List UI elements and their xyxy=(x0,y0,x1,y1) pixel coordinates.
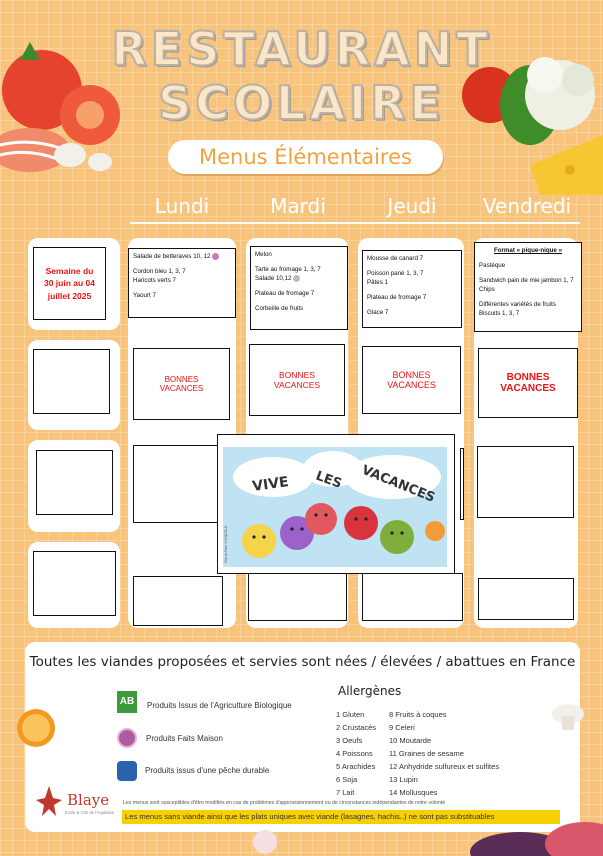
garlic-illustration xyxy=(250,826,280,856)
menu-item: Biscuits 1, 3, 7 xyxy=(479,309,520,317)
allergene-item: 9 Celeri xyxy=(389,723,415,732)
menu-item: Salade de betteraves 10, 12 xyxy=(133,253,231,262)
vacances-vendredi: BONNES VACANCES xyxy=(478,348,578,418)
allergene-item: 13 Lupin xyxy=(389,775,418,784)
footer-title: Toutes les viandes proposées et servies sont nées / élevées / abattues en France xyxy=(29,654,576,670)
title-line-2: SCOLAIRE xyxy=(158,76,445,130)
allergene-item: 5 Arachides xyxy=(336,762,376,771)
allergene-item: 2 Crustacés xyxy=(336,723,377,732)
menu-mardi xyxy=(250,246,348,330)
menu-item: Sandwich pain de mie jambon 1, 7 xyxy=(479,276,574,284)
empty-box xyxy=(478,578,574,620)
allergene-item: 3 Oeufs xyxy=(336,736,363,745)
vacances-lundi: BONNES VACANCES xyxy=(133,348,230,420)
mushroom-illustration xyxy=(548,702,588,732)
vacances-jeudi: BONNES VACANCES xyxy=(362,346,461,414)
label-peche: Produits issus d'une pêche durable xyxy=(145,766,270,775)
allergene-item: 7 Lait xyxy=(336,788,355,797)
empty-box xyxy=(133,445,223,523)
sustainable-fishing-icon xyxy=(117,761,137,781)
menu-item: Yaourt 7 xyxy=(133,292,156,300)
allergene-item: 1 Gluten xyxy=(336,710,365,719)
row-label-box xyxy=(33,551,116,616)
week-label xyxy=(33,247,106,320)
menu-vendredi xyxy=(474,242,582,332)
empty-box xyxy=(248,573,347,621)
menu-format-title: Format « pique-nique » xyxy=(493,247,563,254)
subtitle-pill: Menus Élémentaires xyxy=(168,140,443,174)
week-label-line: 30 juin au 04 xyxy=(43,278,96,289)
empty-box xyxy=(460,448,464,520)
empty-box xyxy=(362,573,463,621)
menu-item: Corbeille de fruits xyxy=(255,305,304,313)
menu-item: Salade 10,12 xyxy=(255,275,343,284)
homemade-icon xyxy=(212,253,219,260)
organic-label-icon: AB xyxy=(117,691,137,713)
allergene-item: 10 Moutarde xyxy=(389,736,432,745)
vacances-mardi: BONNES VACANCES xyxy=(249,344,345,416)
image-credit: Marie-Paul D'ANGELO xyxy=(224,525,228,563)
les-text: LES xyxy=(313,468,344,492)
empty-box xyxy=(133,576,223,626)
menu-item: Haricots verts 7 xyxy=(133,277,176,285)
orange-illustration xyxy=(16,702,56,750)
homemade-label-icon xyxy=(117,728,137,748)
allergene-item: 12 Anhydride sulfureux et sulfites xyxy=(389,762,500,771)
allergene-item: 14 Mollusques xyxy=(389,788,438,797)
vive-les-vacances-image xyxy=(223,447,447,567)
blaye-logo-icon xyxy=(36,786,62,816)
day-header-mardi: Mardi xyxy=(270,194,326,218)
day-header-jeudi: Jeudi xyxy=(387,194,437,218)
menu-item: Différentes variétés de fruits xyxy=(479,300,556,308)
blaye-logo-subtitle: École & Cité de l'Aquitaine xyxy=(65,810,115,815)
week-label-line: juillet 2025 xyxy=(47,290,92,301)
allergene-item: 11 Graines de sesame xyxy=(389,749,464,758)
fish-icon xyxy=(293,275,300,282)
menu-item: Pâtes 1 xyxy=(367,278,388,286)
blaye-logo-text: Blaye xyxy=(67,791,110,809)
allergenes-title: Allergènes xyxy=(338,684,402,698)
allergene-item: 8 Fruits à coques xyxy=(389,710,447,719)
day-header-vendredi: Vendredi xyxy=(482,194,572,218)
label-maison: Produits Faits Maison xyxy=(146,734,223,743)
menu-item: Cordon bleu 1, 3, 7 xyxy=(133,268,186,276)
menu-item: Poisson pané 1, 3, 7 xyxy=(367,269,424,277)
empty-box xyxy=(477,446,574,518)
row-label-box xyxy=(33,349,110,414)
menu-item: Pastèque xyxy=(479,261,506,269)
menu-item: Glace 7 xyxy=(367,308,389,316)
vive-text: VIVE xyxy=(251,474,290,495)
allergene-item: 4 Poissons xyxy=(336,749,373,758)
label-bio: Produits Issus de l'Agriculture Biologique xyxy=(147,701,292,710)
menu-item: Mousse de canard 7 xyxy=(367,255,424,262)
menu-item: Plateau de fromage 7 xyxy=(255,290,315,298)
menu-lundi xyxy=(128,248,236,318)
title-line-1: RESTAURANT xyxy=(111,22,492,76)
menu-item: Chips xyxy=(479,285,495,293)
footer-disclaimer: Les menus sont susceptibles d'être modifiés en cas de problèmes d'approvisionnement ou de circonstances indépendantes de notre volonté xyxy=(123,800,446,806)
week-label-line: Semaine du xyxy=(45,266,94,277)
menu-item: Tarte au fromage 1, 3, 7 xyxy=(255,265,321,273)
row-label-box xyxy=(36,450,113,515)
footer-warning: Les menus sans viande ainsi que les plats uniques avec viande (lasagnes, hachis..) ne sont pas substituables xyxy=(122,810,560,824)
menu-item: Melon xyxy=(255,251,272,258)
menu-jeudi xyxy=(362,250,462,328)
meat-illustration xyxy=(440,812,603,856)
day-header-lundi: Lundi xyxy=(154,194,210,218)
allergene-item: 6 Soja xyxy=(336,775,358,784)
menu-item: Plateau de fromage 7 xyxy=(367,293,427,301)
day-header-divider xyxy=(130,222,580,224)
vacances-text: VACANCES xyxy=(359,462,437,506)
